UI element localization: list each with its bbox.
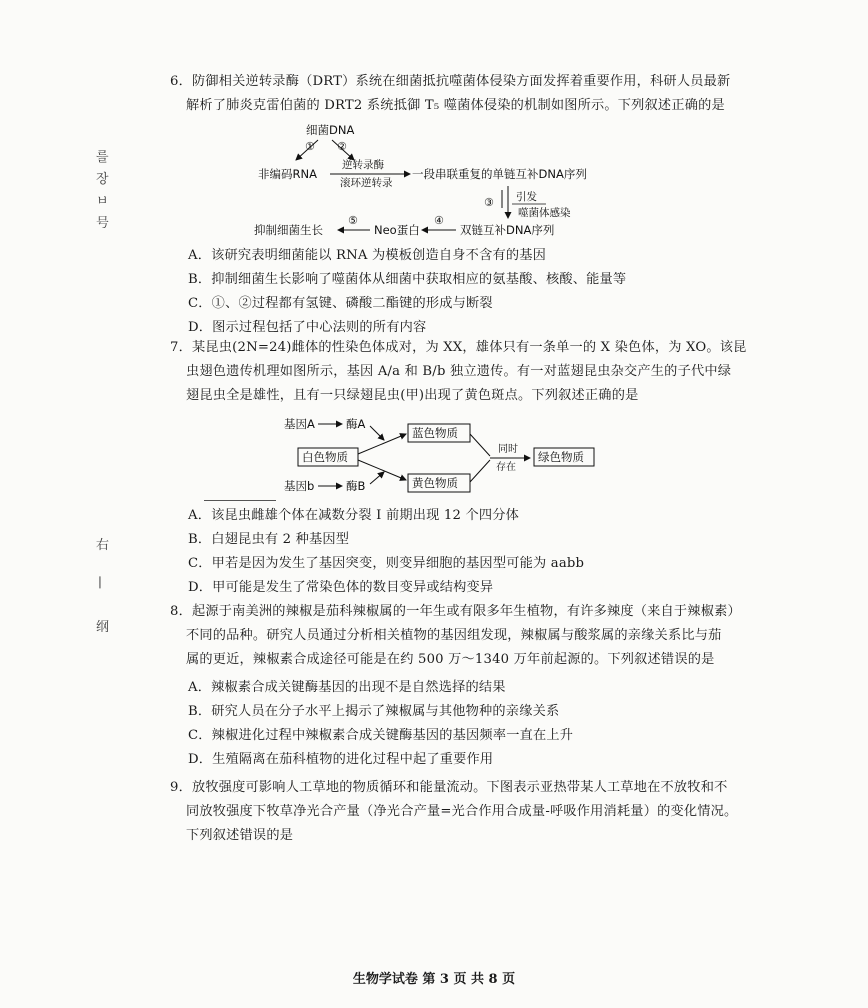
margin-mark: 장	[96, 172, 109, 187]
q7-option-d[interactable]: D．甲可能是发生了常染色体的数目变异或结构变异	[188, 580, 494, 595]
q8-option-b[interactable]: B．研究人员在分子水平上揭示了辣椒属与其他物种的亲缘关系	[188, 704, 560, 719]
label-dsdna: 双链互补DNA序列	[460, 223, 555, 237]
margin-mark: 를	[96, 150, 109, 165]
question-9-line-1: 9．放牧强度可影响人工草地的物质循环和能量流动。下图表示亚热带某人工草地在不放牧和不	[170, 780, 728, 795]
label-step-2: ②	[337, 140, 347, 153]
q6-option-a[interactable]: A．该研究表明细菌能以 RNA 为模板创造自身不含有的基因	[188, 248, 547, 263]
q7-option-b[interactable]: B．白翅昆虫有 2 种基因型	[188, 532, 350, 547]
q6-option-b[interactable]: B．抑制细菌生长影响了噬菌体从细菌中获取相应的氨基酸、核酸、能量等	[188, 272, 627, 287]
label-coexist-2: 存在	[496, 462, 516, 473]
question-7-line-3: 翅昆虫全是雄性，且有一只绿翅昆虫(甲)出现了黄色斑点。下列叙述正确的是	[186, 388, 639, 403]
margin-mark: 纲	[96, 620, 110, 635]
q8-option-d[interactable]: D．生殖隔离在茄科植物的进化过程中起了重要作用	[188, 752, 494, 767]
margin-mark: 右	[96, 538, 110, 553]
label-enzyme-b: 酶B	[346, 479, 366, 493]
scan-rule	[204, 500, 276, 501]
margin-mark: ㅂ	[96, 194, 109, 209]
question-8-line-1: 8．起源于南美洲的辣椒是茄科辣椒属的一年生或有限多年生植物，有许多辣度（来自于辣椒素）	[170, 604, 741, 619]
question-6-options	[170, 244, 730, 340]
label-coexist-1: 同时	[498, 444, 518, 455]
q8-option-a[interactable]: A．辣椒素合成关键酶基因的出现不是自然选择的结果	[188, 680, 506, 695]
label-gene-b: 基因b	[284, 479, 315, 493]
label-step-4: ④	[434, 214, 444, 227]
label-bacterial-dna: 细菌DNA	[306, 123, 355, 137]
label-reverse-transcriptase: 逆转录酶	[342, 159, 384, 171]
label-blue-substance: 蓝色物质	[412, 426, 458, 440]
label-phage-infection: 噬菌体感染	[518, 207, 571, 219]
arrow-enzyme-a-catalysis	[370, 426, 384, 440]
q6-option-c[interactable]: C．①、②过程都有氢键、磷酸二酯键的形成与断裂	[188, 296, 493, 311]
page-footer: 生物学试卷 第 3 页 共 8 页	[352, 972, 516, 987]
question-8-options	[170, 676, 730, 772]
label-inhibit-growth: 抑制细菌生长	[254, 223, 323, 237]
arrow-white-to-yellow	[358, 460, 406, 480]
q6-option-d[interactable]: D．图示过程包括了中心法则的所有内容	[188, 320, 427, 335]
question-6-line-2: 解析了肺炎克雷伯菌的 DRT2 系统抵御 T₅ 噬菌体侵染的机制如图所示。下列叙述正确的是	[186, 98, 725, 113]
question-8-line-2: 不同的品种。研究人员通过分析相关植物的基因组发现，辣椒属与酸浆属的亲缘关系比与茄	[186, 628, 722, 643]
label-neo-protein: Neo蛋白	[374, 223, 420, 237]
line-yellow-merge	[470, 460, 490, 482]
q7-option-a[interactable]: A．该昆虫雌雄个体在减数分裂 I 前期出现 12 个四分体	[188, 508, 520, 523]
label-step-1: ①	[305, 140, 315, 153]
label-yellow-substance: 黄色物质	[412, 476, 458, 490]
question-7	[170, 336, 747, 408]
question-6-line-1: 6．防御相关逆转录酶（DRT）系统在细菌抵抗噬菌体侵染方面发挥着重要作用，科研人员最新	[170, 74, 731, 89]
q6-mechanism-diagram	[250, 118, 590, 242]
label-step-5: ⑤	[348, 214, 358, 227]
label-rolling-rt: 滚环逆转录	[340, 177, 393, 189]
q7-option-c[interactable]: C．甲若是因为发生了基因突变，则变异细胞的基因型可能为 aabb	[188, 556, 585, 571]
question-7-line-2: 虫翅色遗传机理如图所示，基因 A/a 和 B/b 独立遗传。有一对蓝翅昆虫杂交产生的子代中绿	[186, 364, 732, 379]
question-7-options	[170, 504, 730, 600]
label-step-3: ③	[484, 196, 494, 209]
margin-mark: ∣	[98, 576, 102, 591]
question-6	[170, 70, 730, 118]
label-enzyme-a: 酶A	[346, 417, 366, 431]
question-9-line-2: 同放牧强度下牧草净光合产量（净光合产量=光合作用合成量-呼吸作用消耗量）的变化情况。	[186, 804, 738, 819]
q7-pigment-pathway-diagram	[280, 414, 600, 500]
q8-option-c[interactable]: C．辣椒进化过程中辣椒素合成关键酶基因的基因频率一直在上升	[188, 728, 574, 743]
line-blue-merge	[470, 434, 490, 456]
question-8-line-3: 属的更近，辣椒素合成途径可能是在约 500 万～1340 万年前起源的。下列叙述错误的是	[186, 652, 715, 667]
label-white-substance: 白色物质	[302, 450, 348, 464]
arrow-white-to-blue	[358, 434, 406, 454]
question-9-line-3: 下列叙述错误的是	[186, 828, 294, 843]
margin-mark: 号	[96, 216, 110, 231]
arrow-enzyme-b-catalysis	[370, 472, 384, 484]
label-gene-a: 基因A	[284, 417, 315, 431]
question-8	[170, 600, 741, 672]
label-ssdna: 一段串联重复的单链互补DNA序列	[412, 167, 587, 181]
label-trigger: 引发	[516, 191, 537, 203]
question-7-line-1: 7．某昆虫(2N=24)雌体的性染色体成对，为 XX，雄体只有一条单一的 X 染色体，为 XO。该昆	[170, 340, 747, 355]
question-9	[170, 776, 738, 848]
label-green-substance: 绿色物质	[538, 450, 584, 464]
label-noncoding-rna: 非编码RNA	[258, 167, 317, 181]
